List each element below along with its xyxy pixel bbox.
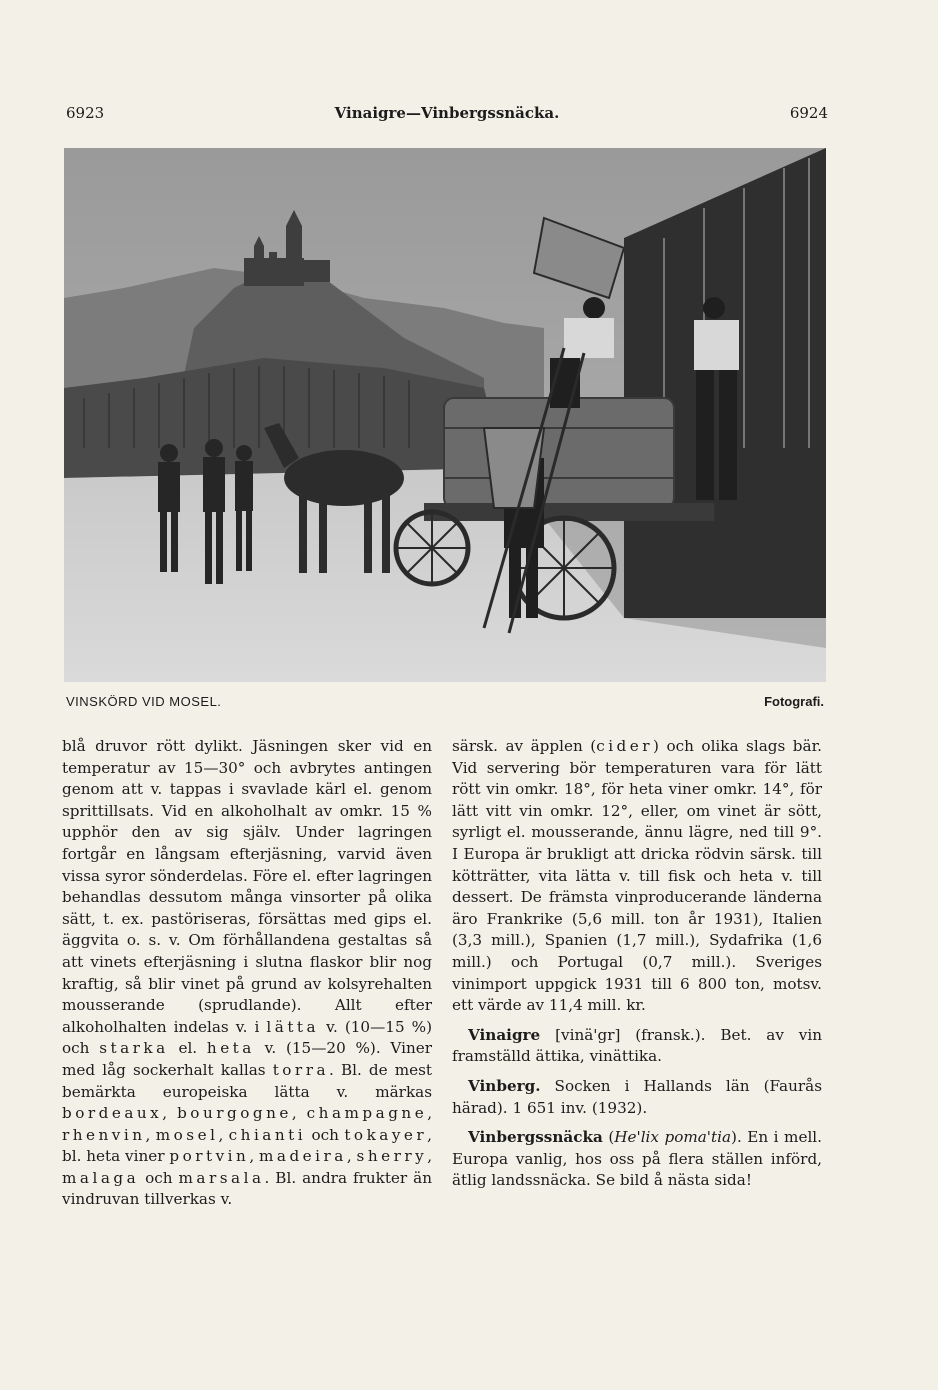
vineyard-photo (64, 148, 826, 682)
left-column (62, 736, 432, 1211)
page-header (66, 104, 828, 128)
wine-article-continuation: blå druvor rött dylikt. Jäsningen sker vid en temperatur av 15—30° och avbrytes antingen genom att v. tappas i svavlade kärl el. genom sprittillsats. Vid en alkoholhalt av omkr. 15 % upphör den av sig själv. Under lagringen fortgår en långsam efterjäsning, varvid även vissa syror sönderdelas. Före el. efter lagringen behandlas dessutom många vinsorter på olika sätt, t. ex. pastöriseras, försättas med gips el. äggvita o. s. v. Om förhållandena gestaltas så att vinets efterjäsning i slutna flaskor blir nog kraftig, så blir vinet på grund av kolsyrehalten mousserande (sprudlande). Allt efter alkoholhalten indelas v. i lätta v. (10—15 %) och starka el. heta v. (15—20 %). Viner med låg sockerhalt kallas torra. Bl. de mest bemärkta europeiska lätta v. märkas bordeaux, bourgogne, champagne, rhenvin, mosel, chianti och tokayer, bl. heta viner portvin, madeira, sherry, malaga och marsala. Bl. andra frukter än vindruvan tillverkas v. (62, 737, 433, 1209)
vineyard-photo-illustration (64, 148, 826, 682)
left-page-number: 6923 (66, 104, 105, 122)
photo-credit: Fotografi. (764, 694, 824, 709)
entry-vinbergssnacka: Vinbergssnäcka (He'lix poma'tia). En i mell. Europa vanlig, hos oss på flera ställen införd, ätlig landssnäcka. Se bild å nästa sida! (452, 1128, 822, 1190)
cart-wheel-front (396, 512, 468, 584)
wine-barrel (444, 398, 674, 508)
headword-vinberg: Vinberg. (468, 1076, 541, 1095)
headword-vinbergssnacka: Vinbergssnäcka (468, 1128, 603, 1147)
right-column (452, 736, 822, 1192)
photo-caption-row (64, 694, 824, 716)
right-page-number: 6924 (789, 104, 828, 122)
entry-vinaigre: Vinaigre [vinä'gr] (fransk.). Bet. av vin framställd ättika, vinättika. (452, 1025, 822, 1066)
entry-vinberg: Vinberg. Socken i Hallands län (Faurås härad). 1 651 inv. (1932). (452, 1076, 822, 1117)
wine-article-end: särsk. av äpplen (cider) och olika slags bär. Vid servering bör temperaturen vara för lätt rött vin omkr. 18°, för heta viner omkr. 14°, för lätt vitt vin omkr. 12°, eller, om vinet är sött, syrligt el. mousserande, ännu lägre, ned till 9°. I Europa är brukligt att dricka rödvin särsk. till kötträtter, vita lätta v. till fisk och heta v. till dessert. De främsta vinproducerande länderna äro Frankrike (5,6 mill. ton år 1931), Italien (3,3 mill.), Spanien (1,7 mill.), Sydafrika (1,6 mill.) och Portugal (0,7 mill.). Sveriges vinimport uppgick 1931 till 6 800 ton, motsv. ett värde av 11,4 mill. kr. (452, 737, 822, 1015)
photo-caption: VINSKÖRD VID MOSEL. (66, 694, 222, 709)
latin-name: He'lix poma'tia (614, 1128, 732, 1147)
running-title: Vinaigre—Vinbergssnäcka. (334, 104, 560, 122)
headword-vinaigre: Vinaigre (468, 1025, 541, 1044)
